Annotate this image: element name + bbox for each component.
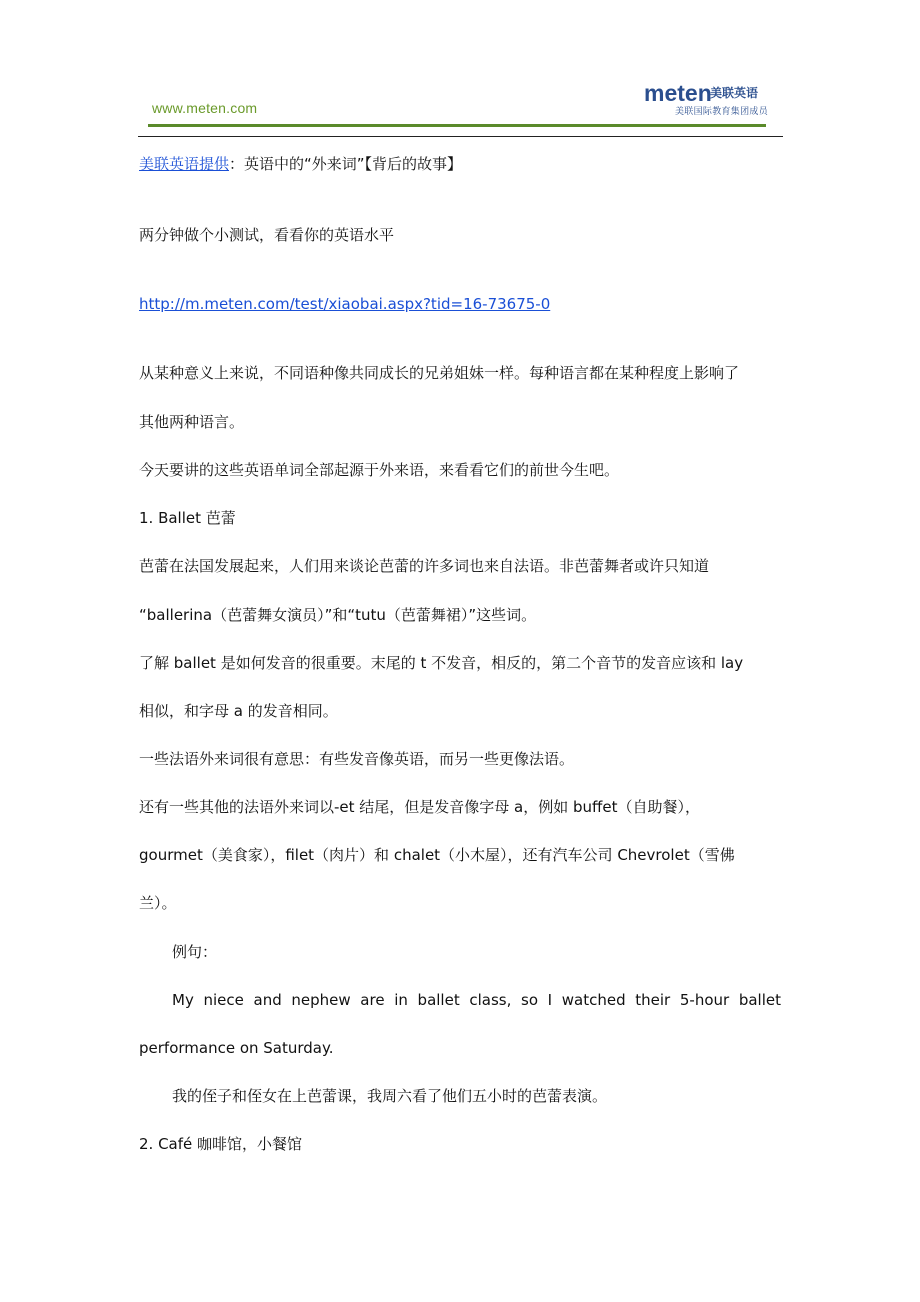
site-url[interactable]: www.meten.com — [152, 100, 258, 116]
cafe-heading: 2. Café 咖啡馆，小餐馆 — [139, 1135, 303, 1153]
ballet-paragraph-1-line-2: “ballerina（芭蕾舞女演员）”和“tutu（芭蕾舞裙）”这些词。 — [139, 606, 537, 624]
ballet-paragraph-1-line-1: 芭蕾在法国发展起来，人们用来谈论芭蕾的许多词也来自法语。非芭蕾舞者或许只知道 — [139, 557, 710, 575]
title-text: ：英语中的“外来词”【背后的故事】 — [229, 155, 463, 173]
ballet-paragraph-4-line-2: gourmet（美食家），filet（肉片）和 chalet（小木屋），还有汽车公司 Chevrolet（雪佛 — [139, 846, 735, 864]
document-title — [139, 154, 462, 174]
logo-wordmark: meten — [644, 80, 712, 106]
test-link[interactable]: http://m.meten.com/test/xiaobai.aspx?tid=16-73675-0 — [139, 295, 551, 313]
header-divider — [138, 136, 783, 137]
ballet-paragraph-2-line-2: 相似，和字母 a 的发音相同。 — [139, 702, 338, 720]
ballet-paragraph-3: 一些法语外来词很有意思：有些发音像英语，而另一些更像法语。 — [139, 750, 575, 768]
example-label: 例句： — [172, 943, 218, 961]
ballet-paragraph-4-line-3: 兰）。 — [139, 894, 177, 912]
logo-subtitle: 美联国际教育集团成员 — [675, 107, 769, 117]
intro-paragraph-line-1: 从某种意义上来说，不同语种像共同成长的兄弟姐妹一样。每种语言都在某种程度上影响了 — [139, 364, 740, 382]
header-accent-bar — [148, 124, 766, 127]
example-chinese: 我的侄子和侄女在上芭蕾课，我周六看了他们五小时的芭蕾表演。 — [172, 1087, 608, 1105]
example-english-line-1: My niece and nephew are in ballet class, so I watched their 5-hour ballet — [172, 991, 781, 1009]
meten-logo — [640, 80, 769, 126]
ballet-paragraph-2-line-1: 了解 ballet 是如何发音的很重要。末尾的 t 不发音，相反的，第二个音节的发音应该和 lay — [139, 654, 744, 672]
promo-text: 两分钟做个小测试，看看你的英语水平 — [139, 226, 395, 244]
logo-chinese-name: 美联英语 — [710, 86, 759, 100]
intro-paragraph-2: 今天要讲的这些英语单词全部起源于外来语，来看看它们的前世今生吧。 — [139, 461, 620, 479]
ballet-paragraph-4-line-1: 还有一些其他的法语外来词以-et 结尾，但是发音像字母 a，例如 buffet（自助餐）， — [139, 798, 700, 816]
ballet-heading: 1. Ballet 芭蕾 — [139, 509, 236, 527]
intro-paragraph-line-2: 其他两种语言。 — [139, 413, 245, 431]
source-link[interactable]: 美联英语提供 — [139, 155, 230, 173]
example-english-line-2: performance on Saturday. — [139, 1039, 334, 1057]
